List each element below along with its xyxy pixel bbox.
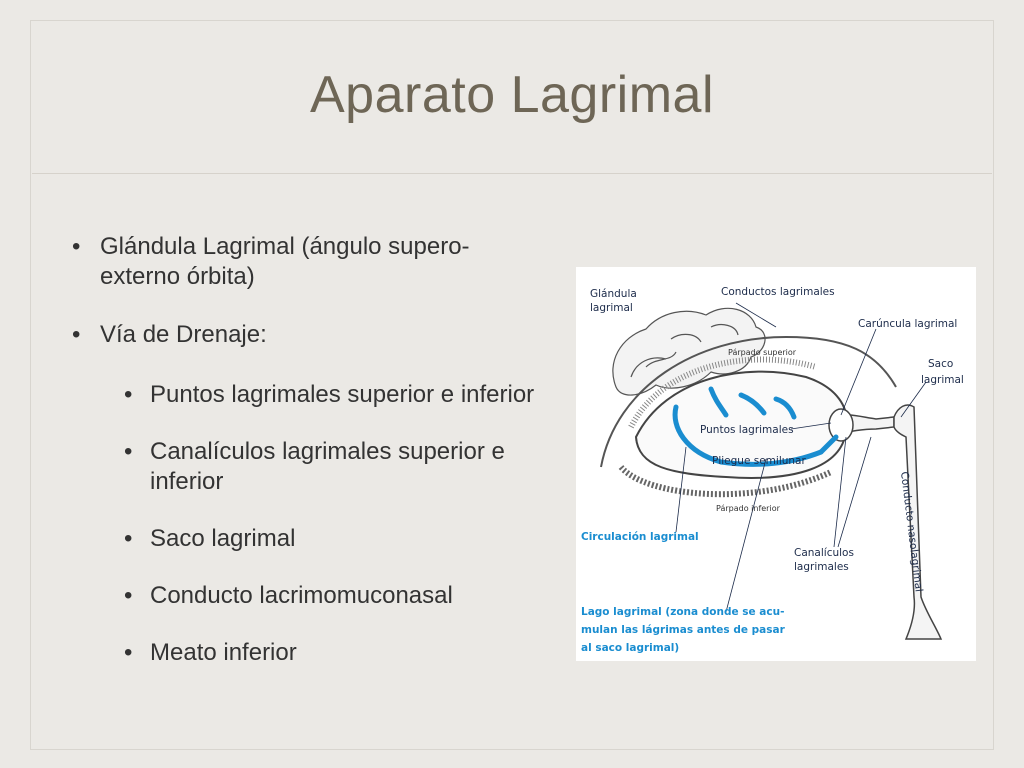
label-conductos: Conductos lagrimales [721, 286, 835, 298]
bullet-dot: • [72, 321, 81, 348]
label-saco: Saco [928, 358, 954, 370]
bullet-text: Glándula Lagrimal (ángulo supero-externo órbita) [100, 233, 470, 290]
bullet-dot: • [124, 525, 133, 552]
bullet-text: Vía de Drenaje: [100, 321, 267, 348]
label-glandula-2: lagrimal [590, 302, 633, 314]
slide-title: Aparato Lagrimal [310, 66, 714, 124]
label-saco-2: lagrimal [921, 374, 964, 386]
sub-bullet-text: Canalículos lagrimales superior e inferior [150, 438, 505, 495]
label-circulacion: Circulación lagrimal [581, 531, 699, 543]
sub-bullet-text: Saco lagrimal [150, 525, 296, 552]
bullet-list [72, 232, 542, 695]
label-lago-2: mulan las lágrimas antes de pasar [581, 624, 785, 636]
sub-bullet-text: Meato inferior [150, 639, 297, 666]
label-glandula: Glándula [590, 288, 637, 300]
bullet-dot: • [72, 233, 81, 260]
sub-bullet-text: Puntos lagrimales superior e inferior [150, 381, 535, 408]
label-lago-3: al saco lagrimal) [581, 642, 680, 654]
diagram-svg [576, 267, 976, 661]
label-canaliculos-2: lagrimales [794, 561, 849, 573]
sub-bullet-item [72, 437, 542, 497]
label-canaliculos: Canalículos [794, 547, 854, 559]
bullet-dot: • [124, 639, 133, 666]
label-lago-1: Lago lagrimal (zona donde se acu- [581, 606, 785, 618]
label-puntos: Puntos lagrimales [700, 424, 794, 436]
sub-bullet-item [72, 524, 542, 554]
bullet-dot: • [124, 438, 133, 465]
sub-bullet-item [72, 638, 542, 668]
bullet-item [72, 320, 542, 350]
label-conducto-nasolagrimal: Conducto nasolagrimal [898, 470, 925, 593]
label-parpado-superior: Párpado superior [728, 348, 797, 357]
bullet-item [72, 232, 542, 292]
sub-bullet-item [72, 581, 542, 611]
label-parpado-inferior: Párpado inferior [716, 504, 780, 513]
lacrimal-apparatus-diagram [576, 267, 976, 661]
label-caruncula: Carúncula lagrimal [858, 318, 958, 330]
bullet-dot: • [124, 381, 133, 408]
title-divider [32, 173, 992, 174]
sub-bullet-item [72, 380, 542, 410]
bullet-dot: • [124, 582, 133, 609]
sub-bullet-text: Conducto lacrimomuconasal [150, 582, 453, 609]
label-pliegue: Pliegue semilunar [712, 455, 806, 467]
